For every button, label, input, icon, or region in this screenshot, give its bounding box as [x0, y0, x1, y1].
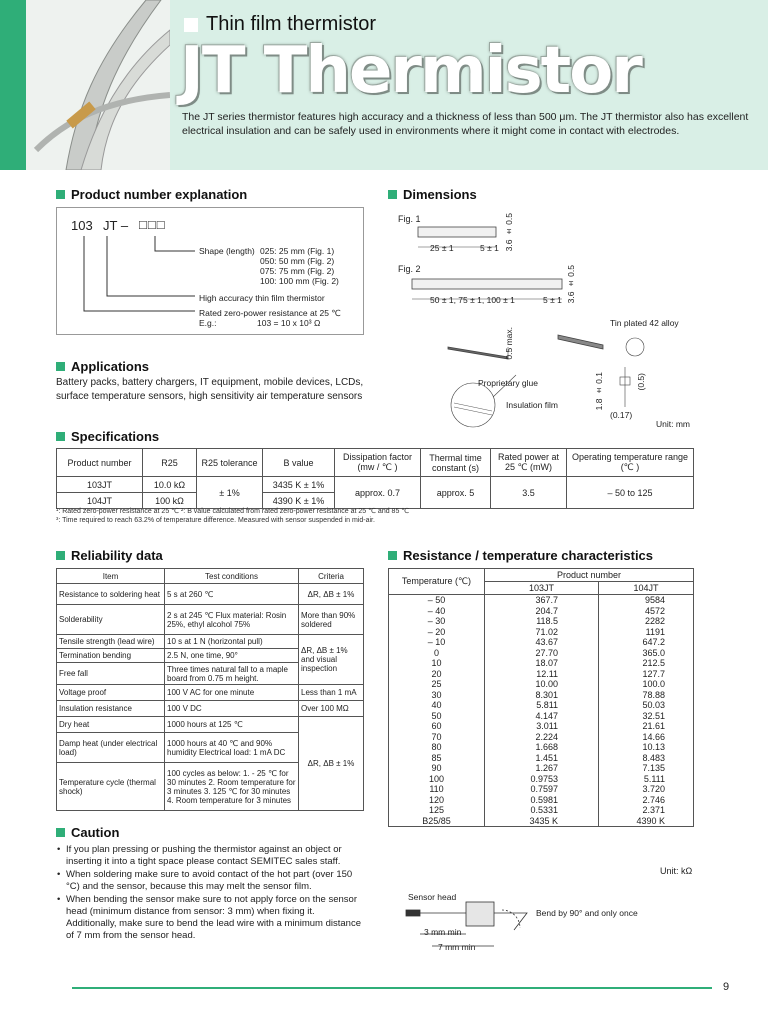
rt-value: 5.111 — [599, 774, 694, 785]
section-heading-product-number: Product number explanation — [56, 187, 247, 202]
caution-list — [56, 844, 366, 943]
rt-row — [389, 595, 694, 606]
rel-cond: 10 s at 1 N (horizontal pull) — [165, 635, 299, 649]
rt-row — [389, 690, 694, 701]
rel-crit: Less than 1 mA — [299, 685, 364, 701]
rt-temp: 50 — [389, 711, 485, 722]
bend-7mm: 7 mm min — [438, 942, 476, 952]
fig1-width: 3.6 ± 0.5 — [504, 213, 514, 252]
rt-temp: 85 — [389, 753, 485, 764]
side-accent-bar — [0, 0, 26, 170]
rel-header: Criteria — [299, 569, 364, 584]
spec-header: R25 — [143, 449, 197, 477]
caution-item: • If you plan pressing or pushing the thermistor against an object or inserting it into a tight space please contact SEMITEC sales staff. — [56, 844, 366, 868]
shape-option: 100: 100 mm (Fig. 2) — [260, 276, 339, 286]
glue-label: Proprietary glue — [478, 378, 539, 388]
rt-temp: 125 — [389, 805, 485, 816]
rt-value: 14.66 — [599, 732, 694, 743]
rt-value: 78.88 — [599, 690, 694, 701]
rt-value: 2.224 — [485, 732, 599, 743]
rt-temp: 0 — [389, 648, 485, 659]
fig2-label: Fig. 2 — [398, 264, 421, 274]
dimensions-figure — [388, 207, 694, 429]
spec-cell: 10.0 kΩ — [143, 477, 197, 493]
shape-option: 025: 25 mm (Fig. 1) — [260, 246, 335, 256]
rt-row — [389, 721, 694, 732]
rel-crit: ΔR, ΔB ± 1% — [299, 717, 364, 811]
rt-value: 18.07 — [485, 658, 599, 669]
rel-cond: 1000 hours at 40 ℃ and 90% humidity Electrical load: 1 mA DC — [165, 733, 299, 763]
spec-header: Rated power at 25 ℃ (mW) — [491, 449, 567, 477]
rel-item: Voltage proof — [57, 685, 165, 701]
product-number-box — [56, 207, 364, 335]
rt-value: 100.0 — [599, 679, 694, 690]
rt-value: 0.5981 — [485, 795, 599, 806]
specifications-table — [56, 448, 694, 509]
caution-item: • When bending the sensor make sure to not apply force on the sensor head (minimum distance from sensor: 3 mm) when fixing it. Additionally, make sure to bend the lead wire with a minimum distance of 7 mm from the sensor head. — [56, 894, 366, 942]
rated-eg-value: 103 = 10 x 10³ Ω — [257, 318, 321, 328]
rel-crit: Over 100 MΩ — [299, 701, 364, 717]
rt-header-temp: Temperature (℃) — [389, 569, 485, 595]
rt-value: 2.371 — [599, 805, 694, 816]
bend-3mm: 3 mm min — [424, 927, 462, 937]
rt-row — [389, 679, 694, 690]
rt-header-104: 104JT — [599, 582, 694, 595]
rt-value: 1.267 — [485, 763, 599, 774]
section-heading-applications: Applications — [56, 359, 149, 374]
rated-eg: E.g.: — [199, 318, 217, 328]
rt-temp: – 40 — [389, 606, 485, 617]
lead-width: (0.5) — [636, 373, 646, 391]
shape-label: Shape (length) — [199, 246, 255, 256]
shape-option: 075: 75 mm (Fig. 2) — [260, 266, 335, 276]
rt-value: 204.7 — [485, 606, 599, 617]
rt-value: 3435 K — [485, 816, 599, 827]
section-heading-caution: Caution — [56, 825, 119, 840]
spec-header: Thermal time constant (s) — [421, 449, 491, 477]
rt-row — [389, 637, 694, 648]
rt-value: 8.301 — [485, 690, 599, 701]
fig1-tip: 5 ± 1 — [480, 243, 499, 253]
rel-header: Test conditions — [165, 569, 299, 584]
rt-value: 4390 K — [599, 816, 694, 827]
rel-item: Solderability — [57, 605, 165, 635]
rt-unit: Unit: kΩ — [660, 866, 693, 876]
rt-value: 1.451 — [485, 753, 599, 764]
thickness: 0.5 max. — [504, 327, 514, 360]
spec-cell: – 50 to 125 — [567, 477, 694, 509]
rel-item: Resistance to soldering heat — [57, 584, 165, 605]
fig2-tip: 5 ± 1 — [543, 295, 562, 305]
rt-value: 2.746 — [599, 795, 694, 806]
fig2-length: 50 ± 1, 75 ± 1, 100 ± 1 — [430, 295, 515, 305]
rel-cond: Three times natural fall to a maple board from 0.75 m height. — [165, 663, 299, 685]
rel-cond: 1000 hours at 125 ℃ — [165, 717, 299, 733]
rt-header-103: 103JT — [485, 582, 599, 595]
rel-item: Tensile strength (lead wire) — [57, 635, 165, 649]
page-subtitle: Thin film thermistor — [184, 13, 376, 36]
spec-header: R25 tolerance — [197, 449, 263, 477]
footer-line — [72, 987, 712, 989]
rt-value: 71.02 — [485, 627, 599, 638]
rt-temp: 120 — [389, 795, 485, 806]
rt-value: 127.7 — [599, 669, 694, 680]
rt-row — [389, 753, 694, 764]
rt-temp: 90 — [389, 763, 485, 774]
spec-cell: 3435 K ± 1% — [263, 477, 335, 493]
rt-temp: 10 — [389, 658, 485, 669]
rt-row — [389, 711, 694, 722]
product-photo — [26, 0, 170, 170]
caution-item: • When soldering make sure to avoid contact of the hot part (over 150 °C) and the sensor, because this may melt the sensor film. — [56, 869, 366, 893]
lead-length: 1.8 ± 0.1 — [594, 372, 604, 411]
rt-temp: – 10 — [389, 637, 485, 648]
rel-header: Item — [57, 569, 165, 584]
section-heading-dimensions: Dimensions — [388, 187, 477, 202]
rel-cond: 2 s at 245 ℃ Flux material: Rosin 25%, ethyl alcohol 75% — [165, 605, 299, 635]
spec-cell: 4390 K ± 1% — [263, 493, 335, 509]
rel-item: Temperature cycle (thermal shock) — [57, 763, 165, 811]
rel-crit: ΔR, ΔB ± 1% — [299, 584, 364, 605]
footnote: ¹: Rated zero-power resistance at 25 ℃ ²: B value calculated from rated zero-power resistance at 25 ℃ and 85 ℃ — [56, 508, 410, 515]
footnote: ³: Time required to reach 63.2% of temperature difference. Measured with sensor suspended in mid-air. — [56, 517, 375, 524]
rt-temp: – 50 — [389, 595, 485, 606]
rt-header-product: Product number — [485, 569, 694, 582]
rt-value: 118.5 — [485, 616, 599, 627]
rt-row — [389, 784, 694, 795]
rt-value: 12.11 — [485, 669, 599, 680]
fig2-width: 3.6 ± 0.5 — [566, 265, 576, 304]
rt-row — [389, 616, 694, 627]
rt-row — [389, 742, 694, 753]
rel-cond: 100 V DC — [165, 701, 299, 717]
spec-footnotes — [56, 507, 409, 525]
applications-text: Battery packs, battery chargers, IT equipment, mobile devices, LCDs, surface temperature sensors, high sensitivity air temperature sensors — [56, 377, 364, 402]
rt-temp: 20 — [389, 669, 485, 680]
section-heading-specifications: Specifications — [56, 429, 159, 444]
rt-value: 1.668 — [485, 742, 599, 753]
rt-temp: 40 — [389, 700, 485, 711]
rel-item: Insulation resistance — [57, 701, 165, 717]
rt-value: 50.03 — [599, 700, 694, 711]
rt-value: 3.720 — [599, 784, 694, 795]
spec-cell: 100 kΩ — [143, 493, 197, 509]
rt-value: 212.5 — [599, 658, 694, 669]
rt-value: 2282 — [599, 616, 694, 627]
rt-body — [389, 595, 694, 827]
rt-value: 7.135 — [599, 763, 694, 774]
rt-value: 21.61 — [599, 721, 694, 732]
lead-thickness: (0.17) — [610, 410, 633, 420]
spec-cell: ± 1% — [197, 477, 263, 509]
rt-row — [389, 658, 694, 669]
rt-temp: – 30 — [389, 616, 485, 627]
rt-value: 1191 — [599, 627, 694, 638]
rt-row — [389, 795, 694, 806]
rel-cond: 2.5 N, one time, 90° — [165, 649, 299, 663]
pn-series: JT – — [103, 218, 129, 233]
rt-value: 3.011 — [485, 721, 599, 732]
spec-header: Product number — [57, 449, 143, 477]
spec-cell: approx. 5 — [421, 477, 491, 509]
shape-option: 050: 50 mm (Fig. 2) — [260, 256, 335, 266]
pn-prefix: 103 — [71, 218, 93, 233]
rt-value: 5.811 — [485, 700, 599, 711]
rt-row — [389, 816, 694, 827]
rt-value: 9584 — [599, 595, 694, 606]
intro-text: The JT series thermistor features high accuracy and a thickness of less than 500 μm. The JT thermistor also has excellent electrical insulation and can be safely used in environments where it might come in contact with electrodes. — [182, 111, 749, 137]
rt-temp: 100 — [389, 774, 485, 785]
spec-cell: approx. 0.7 — [335, 477, 421, 509]
rt-value: 365.0 — [599, 648, 694, 659]
rt-row — [389, 700, 694, 711]
rel-cond: 5 s at 260 ℃ — [165, 584, 299, 605]
series-desc: High accuracy thin film thermistor — [199, 293, 325, 303]
rated-desc: Rated zero-power resistance at 25 ℃ — [199, 308, 341, 318]
rt-temp: 30 — [389, 690, 485, 701]
rt-temp: B25/85 — [389, 816, 485, 827]
rt-value: 10.00 — [485, 679, 599, 690]
rt-row — [389, 669, 694, 680]
rel-crit: More than 90% soldered — [299, 605, 364, 635]
rt-value: 4.147 — [485, 711, 599, 722]
spec-cell: 103JT — [57, 477, 143, 493]
spec-cell: 3.5 — [491, 477, 567, 509]
rt-row — [389, 763, 694, 774]
rt-temp: 110 — [389, 784, 485, 795]
rt-value: 367.7 — [485, 595, 599, 606]
rel-cond: 100 cycles as below: 1. - 25 ℃ for 30 minutes 2. Room temperature for 3 minutes 3. 125 ℃ for 30 minutes 4. Room temperature for 3 minutes — [165, 763, 299, 811]
rel-item: Termination bending — [57, 649, 165, 663]
rt-value: 4572 — [599, 606, 694, 617]
rt-value: 32.51 — [599, 711, 694, 722]
dimensions-unit: Unit: mm — [656, 419, 690, 429]
rel-cond: 100 V AC for one minute — [165, 685, 299, 701]
rt-row — [389, 732, 694, 743]
section-heading-rt: Resistance / temperature characteristics — [388, 548, 653, 563]
rt-row — [389, 774, 694, 785]
rt-value: 27.70 — [485, 648, 599, 659]
rt-temp: 60 — [389, 721, 485, 732]
spec-header: Dissipation factor (mw / ℃ ) — [335, 449, 421, 477]
fig1-length: 25 ± 1 — [430, 243, 454, 253]
tin-plated-label: Tin plated 42 alloy — [610, 318, 679, 328]
spec-header: B value — [263, 449, 335, 477]
rt-row — [389, 805, 694, 816]
rt-value: 43.67 — [485, 637, 599, 648]
insulation-label: Insulation film — [506, 400, 558, 410]
rel-item: Free fall — [57, 663, 165, 685]
page-number: 9 — [723, 981, 730, 993]
spec-cell: 104JT — [57, 493, 143, 509]
rt-row — [389, 648, 694, 659]
rt-table — [388, 568, 694, 827]
rt-value: 0.7597 — [485, 784, 599, 795]
rt-temp: 80 — [389, 742, 485, 753]
rel-item: Dry heat — [57, 717, 165, 733]
rt-value: 8.483 — [599, 753, 694, 764]
spec-header: Operating temperature range (℃ ) — [567, 449, 694, 477]
rel-crit: ΔR, ΔB ± 1% and visual inspection — [299, 635, 364, 685]
rt-row — [389, 627, 694, 638]
page-title: JT Thermistor — [180, 34, 641, 108]
section-heading-reliability: Reliability data — [56, 548, 163, 563]
rt-value: 0.5331 — [485, 805, 599, 816]
pn-boxes: □□□ — [139, 217, 166, 232]
rt-value: 10.13 — [599, 742, 694, 753]
bend-label: Bend by 90° and only once — [536, 908, 638, 918]
rel-item: Damp heat (under electrical load) — [57, 733, 165, 763]
rt-value: 647.2 — [599, 637, 694, 648]
bend-figure — [402, 888, 702, 958]
fig1-label: Fig. 1 — [398, 214, 421, 224]
rt-temp: 25 — [389, 679, 485, 690]
rt-temp: – 20 — [389, 627, 485, 638]
rt-value: 0.9753 — [485, 774, 599, 785]
reliability-table — [56, 568, 364, 811]
sensor-head-label: Sensor head — [408, 892, 457, 902]
rt-temp: 70 — [389, 732, 485, 743]
rt-row — [389, 606, 694, 617]
